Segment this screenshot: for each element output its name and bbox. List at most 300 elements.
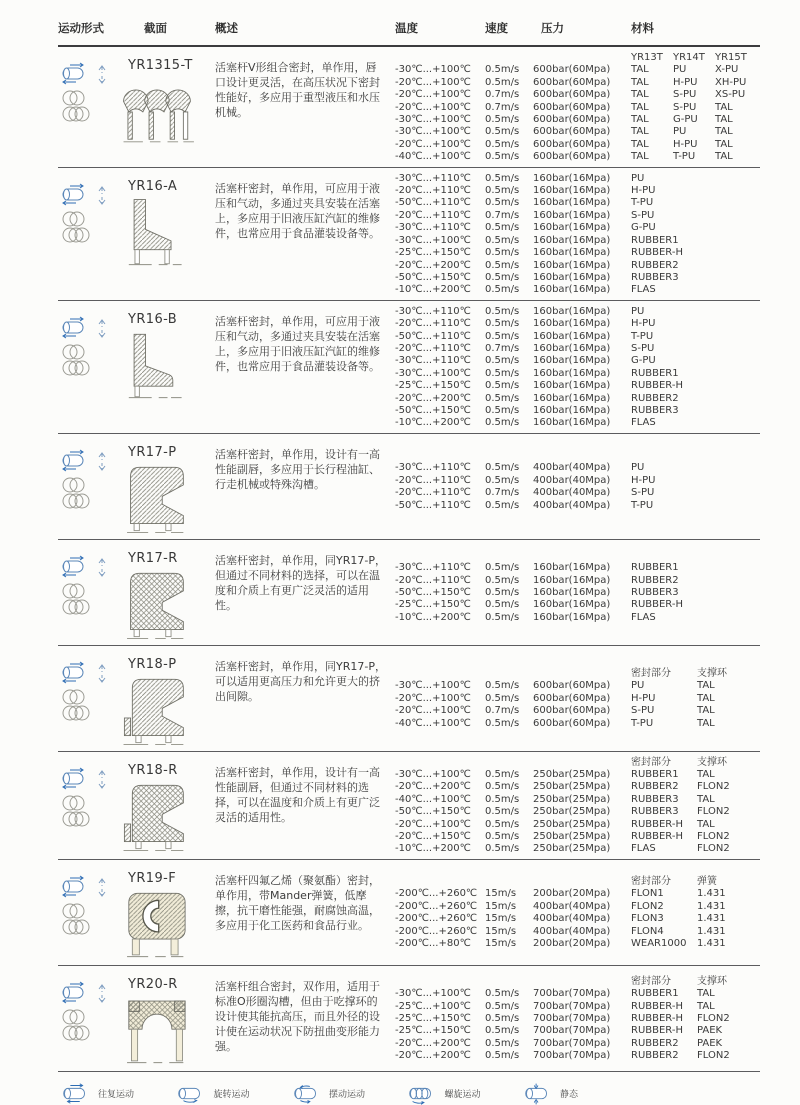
speed-value: 0.5m/s xyxy=(485,586,520,598)
material-value: S-PU xyxy=(631,209,655,221)
material-value: RUBBER3 xyxy=(631,271,679,283)
material-value: RUBBER2 xyxy=(631,781,679,793)
temperature-value: -200℃...+260℃ xyxy=(395,913,478,925)
spacer xyxy=(395,668,631,680)
material-value: RUBBER1 xyxy=(631,367,679,379)
speed-value: 0.5m/s xyxy=(485,234,520,246)
spiral-motion-icon xyxy=(406,1083,438,1105)
speed-value: 0.5m/s xyxy=(485,380,520,392)
speed-value: 0.5m/s xyxy=(485,717,520,729)
product-description: 活塞杆四氟乙烯（聚氨酯）密封，单作用，带Mander弹簧，低摩擦，抗干磨性能强，耐腐蚀高温，多应用于化工医药和食品行业。 xyxy=(215,873,380,932)
material-value: T-PU xyxy=(673,151,696,163)
temperature-value: -10℃...+200℃ xyxy=(395,611,471,623)
pressure-value: 160bar(16Mpa) xyxy=(533,247,611,259)
pressure-value: 600bar(60Mpa) xyxy=(533,114,611,126)
temperature-value: -10℃...+200℃ xyxy=(395,417,471,429)
temperature-value: -20℃...+200℃ xyxy=(395,1050,471,1062)
speed-value: 0.5m/s xyxy=(485,197,520,209)
spec-row xyxy=(395,680,760,692)
spacer xyxy=(395,976,631,988)
material-value: G-PU xyxy=(631,222,656,234)
material-header-row xyxy=(395,876,760,888)
spec-row xyxy=(395,368,760,380)
legend-label: 螺旋运动 xyxy=(444,1090,481,1101)
product-section xyxy=(58,434,760,540)
product-description: 活塞杆组合密封，双作用，适用于标准O形圈沟槽，但由于吃撑环的设计使其能抗高压，而且外径的设计使在运动状况下防扭曲变形能力强。 xyxy=(215,979,380,1053)
motion-type-icons xyxy=(58,545,120,642)
spec-table xyxy=(395,757,760,856)
speed-value: 0.5m/s xyxy=(485,781,520,793)
temperature-value: -50℃...+150℃ xyxy=(395,404,471,416)
speed-value: 0.5m/s xyxy=(485,138,520,150)
spec-row xyxy=(395,272,760,284)
spec-row xyxy=(395,843,760,855)
material-value: TAL xyxy=(715,151,733,163)
product-description: 活塞杆密封，单作用，设计有一高性能副唇，但通过不同材料的选择，可以在温度和介质上有更广泛灵活的适用性。 xyxy=(215,765,380,824)
cross-section xyxy=(120,439,215,536)
legend-item xyxy=(406,1083,480,1105)
material-value: PU xyxy=(631,305,645,317)
product-description: 活塞杆密封，单作用，可应用于液压和气动，多通过夹具安装在活塞上，多应用于旧液压缸汽缸的维修件，也常应用于食品灌装设备等。 xyxy=(215,314,380,373)
model-name: YR19-F xyxy=(128,870,177,886)
temperature-value: -20℃...+110℃ xyxy=(395,318,471,330)
pressure-value: 160bar(16Mpa) xyxy=(533,185,611,197)
material-value: RUBBER3 xyxy=(631,586,679,598)
material-value: RUBBER2 xyxy=(631,1050,679,1062)
speed-value: 0.5m/s xyxy=(485,417,520,429)
spec-row xyxy=(395,355,760,367)
temperature-value: -30℃...+100℃ xyxy=(395,126,471,138)
spec-row xyxy=(395,284,760,296)
material-value: FLON4 xyxy=(631,925,664,937)
pressure-value: 600bar(60Mpa) xyxy=(533,138,611,150)
product-section xyxy=(58,752,760,860)
column-header-overview: 概述 xyxy=(215,21,238,35)
motion-type-icons xyxy=(58,173,120,297)
material-value: TAL xyxy=(697,818,715,830)
pressure-value: 160bar(16Mpa) xyxy=(533,172,611,184)
material-value: XS-PU xyxy=(715,89,746,101)
pressure-value: 160bar(16Mpa) xyxy=(533,271,611,283)
material-header-row xyxy=(395,52,760,64)
speed-value: 0.7m/s xyxy=(485,89,520,101)
material-value: H-PU xyxy=(673,138,698,150)
temperature-value: -20℃...+100℃ xyxy=(395,101,471,113)
pressure-value: 250bar(25Mpa) xyxy=(533,818,611,830)
pressure-value: 600bar(60Mpa) xyxy=(533,705,611,717)
motion-type-icons xyxy=(58,651,120,748)
cross-section-drawing xyxy=(120,994,215,1068)
model-name: YR20-R xyxy=(128,976,178,992)
material-value: H-PU xyxy=(631,185,656,197)
spec-row xyxy=(395,926,760,938)
speed-value: 0.7m/s xyxy=(485,101,520,113)
temperature-value: -30℃...+110℃ xyxy=(395,462,471,474)
material-value: TAL xyxy=(697,793,715,805)
pressure-value: 160bar(16Mpa) xyxy=(533,586,611,598)
product-section xyxy=(58,966,760,1072)
temperature-value: -30℃...+110℃ xyxy=(395,172,471,184)
spec-row xyxy=(395,405,760,417)
speed-value: 0.5m/s xyxy=(485,247,520,259)
cross-section xyxy=(120,52,215,164)
cross-section xyxy=(120,651,215,748)
pressure-value: 160bar(16Mpa) xyxy=(533,562,611,574)
material-value: TAL xyxy=(715,101,733,113)
speed-value: 15m/s xyxy=(485,900,517,912)
model-name: YR18-R xyxy=(128,762,178,778)
pressure-value: 600bar(60Mpa) xyxy=(533,151,611,163)
spacer xyxy=(395,876,631,888)
temperature-value: -20℃...+110℃ xyxy=(395,474,471,486)
spec-table xyxy=(395,545,760,642)
temperature-value: -20℃...+110℃ xyxy=(395,185,471,197)
spec-row xyxy=(395,139,760,151)
spec-row xyxy=(395,1050,760,1062)
model-name: YR17-R xyxy=(128,550,178,566)
material-value: S-PU xyxy=(673,101,697,113)
temperature-value: -50℃...+150℃ xyxy=(395,271,471,283)
pressure-value: 160bar(16Mpa) xyxy=(533,380,611,392)
material-header-row xyxy=(395,976,760,988)
column-header-speed: 速度 xyxy=(485,21,508,35)
material-value: RUBBER-H xyxy=(631,380,683,392)
speed-value: 0.5m/s xyxy=(485,271,520,283)
speed-value: 0.5m/s xyxy=(485,1012,520,1024)
spec-row xyxy=(395,587,760,599)
temperature-value: -20℃...+110℃ xyxy=(395,342,471,354)
material-value: RUBBER3 xyxy=(631,793,679,805)
spec-table xyxy=(395,865,760,962)
material-value: TAL xyxy=(697,692,715,704)
speed-value: 15m/s xyxy=(485,888,517,900)
material-value: RUBBER-H xyxy=(631,247,683,259)
pressure-value: 160bar(16Mpa) xyxy=(533,318,611,330)
pressure-value: 400bar(40Mpa) xyxy=(533,913,611,925)
legend-item xyxy=(175,1083,249,1105)
material-value: X-PU xyxy=(715,64,739,76)
speed-value: 15m/s xyxy=(485,925,517,937)
speed-value: 0.5m/s xyxy=(485,499,520,511)
material-value: 1.431 xyxy=(697,938,726,950)
spec-row xyxy=(395,210,760,222)
temperature-value: -200℃...+260℃ xyxy=(395,925,478,937)
temperature-value: -30℃...+100℃ xyxy=(395,768,471,780)
spec-row xyxy=(395,89,760,101)
temperature-value: -50℃...+110℃ xyxy=(395,330,471,342)
material-value: TAL xyxy=(631,114,649,126)
pressure-value: 160bar(16Mpa) xyxy=(533,611,611,623)
material-value: FLAS xyxy=(631,284,656,296)
spec-row xyxy=(395,197,760,209)
product-sections xyxy=(58,47,760,1072)
speed-value: 0.5m/s xyxy=(485,768,520,780)
pressure-value: 160bar(16Mpa) xyxy=(533,330,611,342)
legend-item xyxy=(522,1083,578,1105)
cross-section-drawing xyxy=(120,329,215,403)
material-value: RUBBER1 xyxy=(631,562,679,574)
speed-value: 0.5m/s xyxy=(485,806,520,818)
material-header-row xyxy=(395,757,760,769)
speed-value: 0.5m/s xyxy=(485,599,520,611)
spec-row xyxy=(395,318,760,330)
speed-value: 0.7m/s xyxy=(485,209,520,221)
pressure-value: 600bar(60Mpa) xyxy=(533,126,611,138)
speed-value: 0.5m/s xyxy=(485,305,520,317)
pressure-value: 160bar(16Mpa) xyxy=(533,404,611,416)
model-name: YR16-A xyxy=(128,178,178,194)
material-value: TAL xyxy=(631,76,649,88)
product-description: 活塞杆密封，单作用，可应用于液压和气动，多通过夹具安装在活塞上，多应用于旧液压缸汽缸的维修件，也常应用于食品灌装设备等。 xyxy=(215,181,380,240)
material-value: RUBBER3 xyxy=(631,404,679,416)
cross-section xyxy=(120,757,215,856)
material-value: TAL xyxy=(631,138,649,150)
spec-row xyxy=(395,102,760,114)
material-header-row xyxy=(395,668,760,680)
speed-value: 0.5m/s xyxy=(485,151,520,163)
model-name: YR18-P xyxy=(128,656,177,672)
temperature-value: -25℃...+100℃ xyxy=(395,1000,471,1012)
pressure-value: 700bar(70Mpa) xyxy=(533,1012,611,1024)
spacer xyxy=(395,52,631,64)
material-column-header: 弹簧 xyxy=(697,875,717,887)
material-value: TAL xyxy=(631,89,649,101)
material-column-header: 密封部分 xyxy=(631,975,671,987)
temperature-value: -10℃...+200℃ xyxy=(395,284,471,296)
temperature-value: -30℃...+110℃ xyxy=(395,562,471,574)
material-column-header: 支撑环 xyxy=(697,756,727,768)
speed-value: 0.5m/s xyxy=(485,222,520,234)
spec-row xyxy=(395,938,760,950)
temperature-value: -50℃...+110℃ xyxy=(395,499,471,511)
spec-row xyxy=(395,235,760,247)
material-value: RUBBER2 xyxy=(631,392,679,404)
spec-row xyxy=(395,77,760,89)
temperature-value: -20℃...+200℃ xyxy=(395,781,471,793)
column-header-temperature: 温度 xyxy=(395,21,418,35)
material-value: H-PU xyxy=(631,474,656,486)
spec-row xyxy=(395,1001,760,1013)
pressure-value: 160bar(16Mpa) xyxy=(533,222,611,234)
column-header-motion-type: 运动形式 xyxy=(58,21,104,35)
material-value: 1.431 xyxy=(697,900,726,912)
pressure-value: 160bar(16Mpa) xyxy=(533,574,611,586)
material-value: T-PU xyxy=(631,330,654,342)
material-value: FLON2 xyxy=(697,1012,730,1024)
pressure-value: 160bar(16Mpa) xyxy=(533,284,611,296)
legend-label: 摆动运动 xyxy=(328,1090,365,1101)
temperature-value: -50℃...+150℃ xyxy=(395,806,471,818)
material-value: RUBBER-H xyxy=(631,599,683,611)
cross-section-drawing xyxy=(120,196,215,270)
cross-section xyxy=(120,173,215,297)
pressure-value: 700bar(70Mpa) xyxy=(533,1037,611,1049)
material-value: TAL xyxy=(697,1000,715,1012)
material-value: H-PU xyxy=(631,692,656,704)
material-value: FLON2 xyxy=(697,781,730,793)
speed-value: 0.5m/s xyxy=(485,1050,520,1062)
temperature-value: -30℃...+100℃ xyxy=(395,680,471,692)
speed-value: 0.5m/s xyxy=(485,574,520,586)
spec-table xyxy=(395,52,760,164)
product-section xyxy=(58,301,760,434)
product-section xyxy=(58,860,760,966)
speed-value: 0.5m/s xyxy=(485,172,520,184)
material-value: 1.431 xyxy=(697,913,726,925)
spec-row xyxy=(395,705,760,717)
speed-value: 0.7m/s xyxy=(485,342,520,354)
pressure-value: 160bar(16Mpa) xyxy=(533,392,611,404)
temperature-value: -25℃...+150℃ xyxy=(395,247,471,259)
spec-row xyxy=(395,331,760,343)
cross-section-drawing xyxy=(120,568,215,642)
material-value: FLAS xyxy=(631,611,656,623)
temperature-value: -20℃...+100℃ xyxy=(395,692,471,704)
spec-row xyxy=(395,599,760,611)
spec-row xyxy=(395,1013,760,1025)
speed-value: 0.5m/s xyxy=(485,680,520,692)
speed-value: 0.5m/s xyxy=(485,793,520,805)
cross-section xyxy=(120,545,215,642)
speed-value: 0.5m/s xyxy=(485,392,520,404)
pressure-value: 400bar(40Mpa) xyxy=(533,462,611,474)
spec-row xyxy=(395,693,760,705)
speed-value: 0.5m/s xyxy=(485,474,520,486)
material-value: RUBBER-H xyxy=(631,830,683,842)
material-value: TAL xyxy=(631,64,649,76)
pressure-value: 400bar(40Mpa) xyxy=(533,925,611,937)
pressure-value: 200bar(20Mpa) xyxy=(533,938,611,950)
speed-value: 0.5m/s xyxy=(485,1025,520,1037)
pressure-value: 600bar(60Mpa) xyxy=(533,89,611,101)
temperature-value: -50℃...+150℃ xyxy=(395,586,471,598)
temperature-value: -20℃...+100℃ xyxy=(395,89,471,101)
model-name: YR16-B xyxy=(128,311,178,327)
material-value: S-PU xyxy=(631,342,655,354)
temperature-value: -20℃...+200℃ xyxy=(395,392,471,404)
material-value: RUBBER-H xyxy=(631,1012,683,1024)
material-value: S-PU xyxy=(631,487,655,499)
pressure-value: 160bar(16Mpa) xyxy=(533,234,611,246)
pressure-value: 160bar(16Mpa) xyxy=(533,417,611,429)
material-value: H-PU xyxy=(631,318,656,330)
temperature-value: -20℃...+110℃ xyxy=(395,574,471,586)
legend-label: 静态 xyxy=(559,1090,578,1101)
pressure-value: 600bar(60Mpa) xyxy=(533,717,611,729)
pressure-value: 700bar(70Mpa) xyxy=(533,1000,611,1012)
speed-value: 0.5m/s xyxy=(485,830,520,842)
pressure-value: 250bar(25Mpa) xyxy=(533,781,611,793)
pressure-value: 400bar(40Mpa) xyxy=(533,487,611,499)
temperature-value: -20℃...+200℃ xyxy=(395,1037,471,1049)
temperature-value: -20℃...+100℃ xyxy=(395,705,471,717)
product-description: 活塞杆密封，单作用，同YR17-P，但通过不同材料的选择，可以在温度和介质上有更广泛灵活的适用性。 xyxy=(215,553,386,612)
cross-section xyxy=(120,306,215,430)
spec-row xyxy=(395,260,760,272)
product-section xyxy=(58,47,760,168)
temperature-value: -20℃...+100℃ xyxy=(395,138,471,150)
reciprocating-motion-icon xyxy=(60,1083,92,1105)
table-header xyxy=(58,20,760,47)
pressure-value: 600bar(60Mpa) xyxy=(533,101,611,113)
spec-row xyxy=(395,575,760,587)
cross-section xyxy=(120,865,215,962)
speed-value: 0.5m/s xyxy=(485,114,520,126)
material-value: WEAR1000 xyxy=(631,938,687,950)
pressure-value: 160bar(16Mpa) xyxy=(533,355,611,367)
spec-row xyxy=(395,343,760,355)
spec-row xyxy=(395,562,760,574)
material-column-header: 密封部分 xyxy=(631,756,671,768)
pressure-value: 400bar(40Mpa) xyxy=(533,499,611,511)
temperature-value: -30℃...+110℃ xyxy=(395,305,471,317)
speed-value: 0.5m/s xyxy=(485,259,520,271)
spec-row xyxy=(395,487,760,499)
material-value: T-PU xyxy=(631,197,654,209)
speed-value: 0.5m/s xyxy=(485,367,520,379)
material-value: S-PU xyxy=(631,705,655,717)
spec-row xyxy=(395,831,760,843)
model-name: YR1315-T xyxy=(128,58,193,73)
material-value: FLON2 xyxy=(697,1050,730,1062)
spec-row xyxy=(395,988,760,1000)
material-value: RUBBER1 xyxy=(631,768,679,780)
temperature-value: -30℃...+100℃ xyxy=(395,367,471,379)
pressure-value: 200bar(20Mpa) xyxy=(533,888,611,900)
product-description: 活塞杆密封，单作用，同YR17-P，可以适用更高压力和允许更大的挤出间隙。 xyxy=(215,659,386,703)
cross-section-drawing xyxy=(120,75,215,149)
legend-label: 往复运动 xyxy=(98,1090,135,1101)
material-value: RUBBER2 xyxy=(631,259,679,271)
pressure-value: 600bar(60Mpa) xyxy=(533,680,611,692)
temperature-value: -25℃...+150℃ xyxy=(395,380,471,392)
temperature-value: -30℃...+100℃ xyxy=(395,988,471,1000)
motion-type-icons xyxy=(58,757,120,856)
temperature-value: -40℃...+100℃ xyxy=(395,793,471,805)
spec-row xyxy=(395,247,760,259)
material-value: RUBBER2 xyxy=(631,1037,679,1049)
spec-row xyxy=(395,306,760,318)
oscillating-motion-icon xyxy=(291,1083,323,1105)
material-value: PU xyxy=(631,680,645,692)
pressure-value: 250bar(25Mpa) xyxy=(533,843,611,855)
spec-table xyxy=(395,439,760,536)
material-value: FLON1 xyxy=(631,888,664,900)
material-value: FLON2 xyxy=(697,806,730,818)
product-section xyxy=(58,540,760,646)
temperature-value: -30℃...+100℃ xyxy=(395,64,471,76)
pressure-value: 160bar(16Mpa) xyxy=(533,259,611,271)
temperature-value: -20℃...+110℃ xyxy=(395,209,471,221)
material-column-header: YR13T xyxy=(631,52,663,63)
cross-section-drawing xyxy=(120,462,215,536)
material-value: PAEK xyxy=(697,1025,723,1037)
material-value: FLON2 xyxy=(697,830,730,842)
pressure-value: 160bar(16Mpa) xyxy=(533,197,611,209)
material-value: 1.431 xyxy=(697,888,726,900)
speed-value: 0.5m/s xyxy=(485,185,520,197)
temperature-value: -200℃...+260℃ xyxy=(395,888,478,900)
speed-value: 15m/s xyxy=(485,913,517,925)
pressure-value: 600bar(60Mpa) xyxy=(533,76,611,88)
spec-row xyxy=(395,901,760,913)
spec-row xyxy=(395,222,760,234)
motion-type-icons xyxy=(58,52,120,164)
spec-row xyxy=(395,769,760,781)
temperature-value: -20℃...+110℃ xyxy=(395,487,471,499)
spec-row xyxy=(395,913,760,925)
motion-type-icons xyxy=(58,971,120,1068)
